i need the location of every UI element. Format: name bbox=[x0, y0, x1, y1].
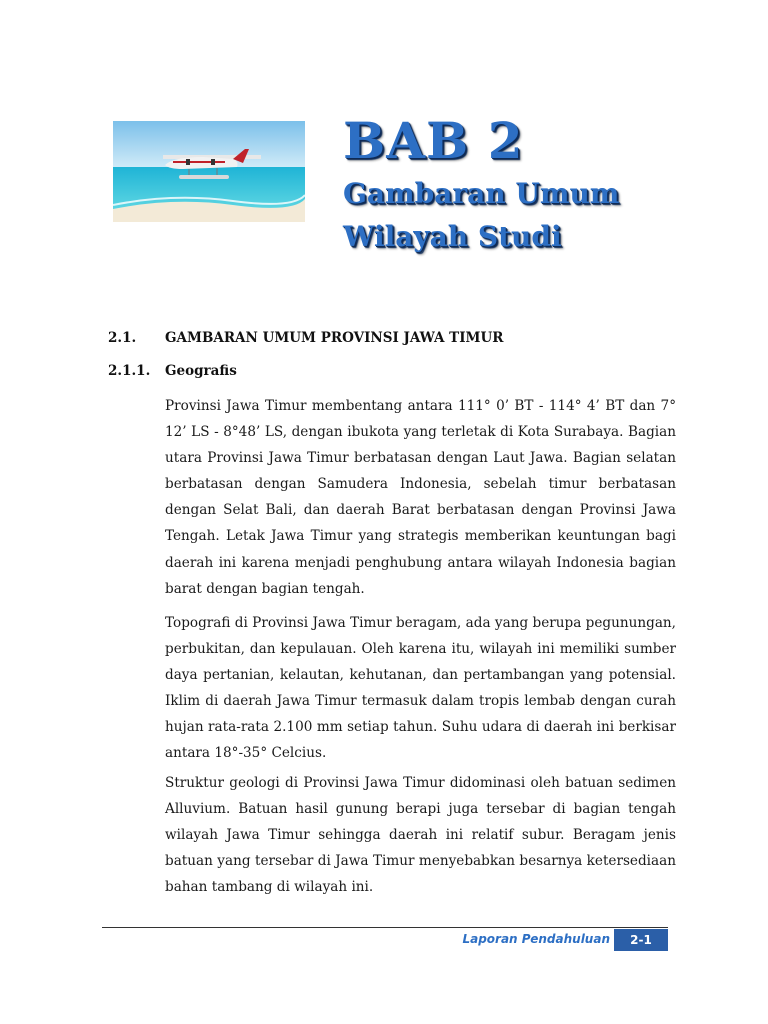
footer-report-label: Laporan Pendahuluan bbox=[462, 932, 610, 946]
chapter-heading bbox=[343, 110, 619, 258]
page-number: 2-1 bbox=[614, 929, 668, 951]
subsection-title: Geografis bbox=[165, 363, 237, 379]
subsection-heading bbox=[108, 363, 237, 379]
chapter-subtitle-line-1: Gambaran Umum bbox=[343, 177, 620, 210]
section-number: 2.1. bbox=[108, 330, 137, 346]
paragraph-topography: Topografi di Provinsi Jawa Timur beragam, ada yang berupa pegunungan, perbukitan, dan kepulauan. Oleh karena itu, wilayah ini memiliki sumber daya pertanian, kelautan, kehutanan, dan pertambangan yang potensial. Iklim di daerah Jawa Timur termasuk dalam tropis lembab dengan curah hujan rata-rata 2.100 mm setiap tahun. Suhu udara di daerah ini berkisar antara 18°-35° Celcius. bbox=[165, 615, 676, 762]
paragraph-geology: Struktur geologi di Provinsi Jawa Timur didominasi oleh batuan sedimen Alluvium. Batuan hasil gunung berapi juga tersebar di bagian tengah wilayah Jawa Timur sehingga daerah ini relatif subur. Beragam jenis batuan yang tersebar di Jawa Timur menyebabkan besarnya ketersediaan bahan tambang di wilayah ini. bbox=[165, 775, 676, 896]
section-title: GAMBARAN UMUM PROVINSI JAWA TIMUR bbox=[165, 330, 504, 346]
chapter-title: BAB 2 bbox=[343, 111, 524, 170]
section-heading bbox=[108, 330, 503, 346]
chapter-subtitle-line-2: Wilayah Studi bbox=[343, 220, 562, 253]
chapter-subtitle bbox=[343, 172, 619, 258]
subsection-number: 2.1.1. bbox=[108, 363, 151, 379]
seaplane-photo bbox=[113, 121, 305, 222]
footer-divider bbox=[102, 927, 668, 928]
paragraph-geography: Provinsi Jawa Timur membentang antara 111° 0’ BT - 114° 4’ BT dan 7° 12’ LS - 8°48’ LS, dengan ibukota yang terletak di Kota Surabaya. Bagian utara Provinsi Jawa Timur berbatasan dengan Laut Jawa. Bagian selatan berbatasan dengan Samudera Indonesia, sebelah timur berbatasan dengan Selat Bali, dan daerah Barat berbatasan dengan Provinsi Jawa Tengah. Letak Jawa Timur yang strategis memberikan keuntungan bagi daerah ini karena menjadi penghubung antara wilayah Indonesia bagian barat dengan bagian tengah. bbox=[165, 398, 676, 597]
